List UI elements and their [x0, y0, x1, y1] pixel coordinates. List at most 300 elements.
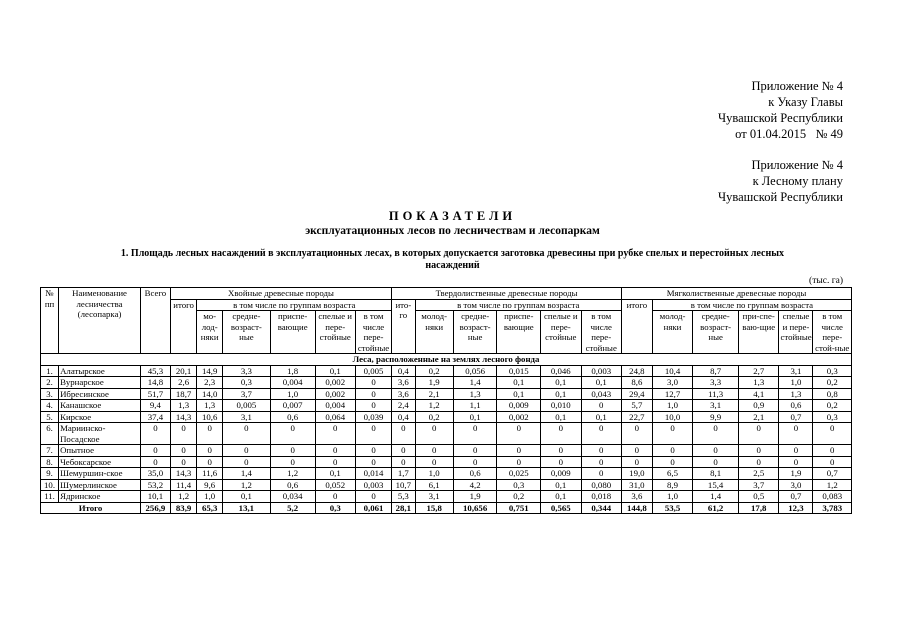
value-cell: 0 — [497, 445, 541, 457]
header-age: мо-лод-няки — [197, 311, 223, 354]
value-cell: 8,1 — [693, 468, 739, 480]
value-cell: 0,751 — [497, 502, 541, 514]
value-cell: 0,6 — [453, 468, 497, 480]
value-cell: 0 — [392, 456, 415, 468]
value-cell: 22,7 — [621, 411, 652, 423]
value-cell: 2,1 — [739, 411, 779, 423]
row-number: 7. — [41, 445, 59, 457]
value-cell: 4,2 — [453, 479, 497, 491]
value-cell: 0,1 — [541, 388, 581, 400]
value-cell: 0,6 — [270, 411, 315, 423]
value-cell: 3,6 — [621, 491, 652, 503]
value-cell: 0 — [222, 423, 270, 445]
value-cell: 0,1 — [541, 377, 581, 389]
table-row — [41, 423, 852, 445]
value-cell: 3,783 — [813, 502, 852, 514]
value-cell: 0 — [652, 423, 692, 445]
value-cell: 0 — [170, 423, 197, 445]
appendix-decree-block — [718, 78, 843, 142]
value-cell: 0 — [141, 456, 171, 468]
value-cell: 1,4 — [453, 377, 497, 389]
value-cell: 5,2 — [270, 502, 315, 514]
value-cell: 1,9 — [415, 377, 453, 389]
total-row — [41, 502, 852, 514]
header-age: средне-возраст-ные — [453, 311, 497, 354]
value-cell: 0,6 — [270, 479, 315, 491]
value-cell: 28,1 — [392, 502, 415, 514]
value-cell: 2,1 — [415, 388, 453, 400]
appendix-line: от 01.04.2015 № 49 — [735, 127, 843, 141]
value-cell: 61,2 — [693, 502, 739, 514]
value-cell: 0 — [581, 468, 621, 480]
value-cell: 14,8 — [141, 377, 171, 389]
value-cell: 14,9 — [197, 365, 223, 377]
value-cell: 53,2 — [141, 479, 171, 491]
value-cell: 6,5 — [652, 468, 692, 480]
forestry-name: Алатырское — [59, 365, 141, 377]
value-cell: 0,014 — [355, 468, 391, 480]
forest-area-table — [40, 287, 852, 514]
value-cell: 1,9 — [779, 468, 813, 480]
value-cell: 14,3 — [170, 411, 197, 423]
document-title: ПОКАЗАТЕЛИ — [388, 209, 517, 223]
value-cell: 0 — [355, 400, 391, 412]
table-row — [41, 479, 852, 491]
value-cell: 0,344 — [581, 502, 621, 514]
value-cell: 1,2 — [813, 479, 852, 491]
value-cell: 0,2 — [415, 411, 453, 423]
forestry-name: Шумерлинское — [59, 479, 141, 491]
value-cell: 0 — [170, 456, 197, 468]
value-cell: 14,3 — [170, 468, 197, 480]
value-cell: 0,1 — [541, 491, 581, 503]
value-cell: 0,034 — [270, 491, 315, 503]
value-cell: 0 — [621, 423, 652, 445]
units-label: (тыс. га) — [809, 276, 843, 286]
header-age: при-спе-ваю-щие — [739, 311, 779, 354]
forestry-name: Ибресинское — [59, 388, 141, 400]
value-cell: 1,0 — [779, 377, 813, 389]
table-row — [41, 491, 852, 503]
value-cell: 0,039 — [355, 411, 391, 423]
appendix-line: Чувашской Республики — [717, 190, 843, 204]
value-cell: 5,3 — [392, 491, 415, 503]
value-cell: 3,1 — [693, 400, 739, 412]
value-cell: 0,7 — [779, 411, 813, 423]
value-cell: 3,1 — [415, 491, 453, 503]
value-cell: 0,1 — [541, 479, 581, 491]
value-cell: 20,1 — [170, 365, 197, 377]
forestry-name: Канашское — [59, 400, 141, 412]
value-cell: 0 — [739, 423, 779, 445]
value-cell: 0 — [739, 445, 779, 457]
value-cell: 45,3 — [141, 365, 171, 377]
table-row — [41, 468, 852, 480]
value-cell: 0 — [652, 456, 692, 468]
value-cell: 0,061 — [355, 502, 391, 514]
value-cell: 35,0 — [141, 468, 171, 480]
value-cell: 0,043 — [581, 388, 621, 400]
value-cell: 0,1 — [315, 468, 355, 480]
value-cell: 0,1 — [541, 411, 581, 423]
value-cell: 13,1 — [222, 502, 270, 514]
value-cell: 0 — [222, 445, 270, 457]
value-cell: 1,4 — [222, 468, 270, 480]
value-cell: 0 — [355, 491, 391, 503]
header-age: молод-няки — [415, 311, 453, 354]
value-cell: 144,8 — [621, 502, 652, 514]
header-age: в том числе пере-стой-ные — [813, 311, 852, 354]
value-cell: 0 — [415, 456, 453, 468]
value-cell: 0,1 — [315, 365, 355, 377]
header-by-age: в том числе по группам возраста — [652, 299, 851, 311]
header-age: спелые и пере-стойные — [315, 311, 355, 354]
value-cell: 0 — [315, 491, 355, 503]
value-cell: 0,7 — [813, 468, 852, 480]
value-cell: 0,1 — [497, 388, 541, 400]
value-cell: 1,0 — [652, 491, 692, 503]
value-cell: 0,9 — [739, 400, 779, 412]
value-cell: 11,6 — [197, 468, 223, 480]
value-cell: 0,1 — [222, 491, 270, 503]
appendix-plan-block — [718, 157, 843, 205]
value-cell: 1,3 — [197, 400, 223, 412]
value-cell: 0,010 — [541, 400, 581, 412]
row-number: 8. — [41, 456, 59, 468]
value-cell: 0,046 — [541, 365, 581, 377]
value-cell: 10,656 — [453, 502, 497, 514]
value-cell: 2,4 — [392, 400, 415, 412]
value-cell: 0 — [270, 456, 315, 468]
value-cell: 0,2 — [813, 377, 852, 389]
value-cell: 9,9 — [693, 411, 739, 423]
table-row — [41, 365, 852, 377]
value-cell: 0 — [453, 423, 497, 445]
value-cell: 0 — [315, 445, 355, 457]
value-cell: 0 — [813, 445, 852, 457]
value-cell: 0,009 — [541, 468, 581, 480]
value-cell: 0 — [141, 423, 171, 445]
value-cell: 0 — [581, 445, 621, 457]
header-total: Всего — [141, 288, 171, 354]
value-cell: 18,7 — [170, 388, 197, 400]
value-cell: 12,7 — [652, 388, 692, 400]
header-coniferous: Хвойные древесные породы — [170, 288, 391, 300]
value-cell: 1,3 — [739, 377, 779, 389]
row-number: 5. — [41, 411, 59, 423]
appendix-line: к Лесному плану — [752, 174, 843, 188]
value-cell: 0 — [197, 423, 223, 445]
value-cell: 10,7 — [392, 479, 415, 491]
value-cell: 0,8 — [813, 388, 852, 400]
header-age: приспе-вающие — [497, 311, 541, 354]
header-age: спелые и пере-стойные — [541, 311, 581, 354]
value-cell: 0,4 — [392, 365, 415, 377]
value-cell: 0 — [581, 456, 621, 468]
value-cell: 10,6 — [197, 411, 223, 423]
value-cell: 0 — [541, 423, 581, 445]
value-cell: 0,056 — [453, 365, 497, 377]
value-cell: 0,1 — [497, 377, 541, 389]
table-row — [41, 400, 852, 412]
value-cell: 0,2 — [497, 491, 541, 503]
value-cell: 3,6 — [392, 388, 415, 400]
value-cell: 0 — [270, 445, 315, 457]
value-cell: 3,3 — [693, 377, 739, 389]
value-cell: 0,3 — [222, 377, 270, 389]
value-cell: 0 — [621, 456, 652, 468]
value-cell: 3,0 — [779, 479, 813, 491]
header-itogo: итого — [621, 299, 652, 354]
value-cell: 0 — [693, 456, 739, 468]
appendix-line: Приложение № 4 — [751, 158, 843, 172]
value-cell: 0,083 — [813, 491, 852, 503]
value-cell: 0,565 — [541, 502, 581, 514]
value-cell: 2,6 — [170, 377, 197, 389]
appendix-line: Приложение № 4 — [751, 79, 843, 93]
value-cell: 0,3 — [813, 365, 852, 377]
value-cell: 0 — [779, 445, 813, 457]
value-cell: 31,0 — [621, 479, 652, 491]
value-cell: 0 — [141, 445, 171, 457]
value-cell: 2,7 — [739, 365, 779, 377]
value-cell: 2,5 — [739, 468, 779, 480]
table-body — [41, 354, 852, 514]
value-cell: 0 — [415, 445, 453, 457]
header-by-age: в том числе по группам возраста — [415, 299, 621, 311]
forestry-name: Опытное — [59, 445, 141, 457]
value-cell: 0 — [453, 445, 497, 457]
value-cell: 1,9 — [453, 491, 497, 503]
value-cell: 3,7 — [739, 479, 779, 491]
value-cell: 0,7 — [779, 491, 813, 503]
row-number: 9. — [41, 468, 59, 480]
value-cell: 0,1 — [453, 411, 497, 423]
value-cell: 0 — [813, 456, 852, 468]
value-cell: 0,007 — [270, 400, 315, 412]
value-cell: 0,1 — [581, 411, 621, 423]
value-cell: 3,6 — [392, 377, 415, 389]
value-cell: 8,7 — [693, 365, 739, 377]
value-cell: 0,080 — [581, 479, 621, 491]
value-cell: 4,1 — [739, 388, 779, 400]
value-cell: 0 — [355, 377, 391, 389]
forestry-name: Чебоксарское — [59, 456, 141, 468]
forestry-name: Шемуршин-ское — [59, 468, 141, 480]
forestry-name: Мариинско-Посадское — [59, 423, 141, 445]
value-cell: 5,7 — [621, 400, 652, 412]
value-cell: 17,8 — [739, 502, 779, 514]
value-cell: 1,2 — [270, 468, 315, 480]
value-cell: 1,3 — [170, 400, 197, 412]
value-cell: 37,4 — [141, 411, 171, 423]
value-cell: 0 — [392, 445, 415, 457]
header-itogo: итого — [170, 299, 197, 354]
value-cell: 9,6 — [197, 479, 223, 491]
value-cell: 0,002 — [497, 411, 541, 423]
value-cell: 1,0 — [652, 400, 692, 412]
value-cell: 0 — [693, 423, 739, 445]
header-number: № пп — [41, 288, 59, 354]
total-label: Итого — [41, 502, 141, 514]
header-by-age: в том числе по группам возраста — [197, 299, 392, 311]
forestry-name: Ядринское — [59, 491, 141, 503]
value-cell: 8,9 — [652, 479, 692, 491]
value-cell: 0 — [170, 445, 197, 457]
header-age: в том числе пере-стойные — [355, 311, 391, 354]
value-cell: 0 — [541, 456, 581, 468]
table-row — [41, 411, 852, 423]
value-cell: 0,003 — [355, 479, 391, 491]
value-cell: 0 — [497, 456, 541, 468]
value-cell: 15,8 — [415, 502, 453, 514]
value-cell: 0,003 — [581, 365, 621, 377]
value-cell: 0 — [779, 456, 813, 468]
value-cell: 1,0 — [415, 468, 453, 480]
value-cell: 0,009 — [497, 400, 541, 412]
value-cell: 0 — [392, 423, 415, 445]
value-cell: 0,2 — [415, 365, 453, 377]
value-cell: 1,3 — [779, 388, 813, 400]
row-number: 3. — [41, 388, 59, 400]
section-title: 1. Площадь лесных насаждений в эксплуатационных лесах, в которых допускается заготовка древесины при рубке спелых и перестойных лесных насаждений — [120, 248, 785, 271]
header-hardwood: Твердолиственные древесные породы — [392, 288, 622, 300]
value-cell: 2,3 — [197, 377, 223, 389]
value-cell: 0,004 — [270, 377, 315, 389]
value-cell: 0,025 — [497, 468, 541, 480]
value-cell: 256,9 — [141, 502, 171, 514]
value-cell: 1,7 — [392, 468, 415, 480]
value-cell: 0,002 — [315, 388, 355, 400]
value-cell: 0,052 — [315, 479, 355, 491]
row-number: 1. — [41, 365, 59, 377]
value-cell: 1,0 — [197, 491, 223, 503]
value-cell: 10,4 — [652, 365, 692, 377]
header-name: Наименование лесничества (лесопарка) — [59, 288, 141, 354]
value-cell: 29,4 — [621, 388, 652, 400]
value-cell: 0 — [453, 456, 497, 468]
value-cell: 15,4 — [693, 479, 739, 491]
value-cell: 0 — [355, 423, 391, 445]
header-age: средне-возраст-ные — [222, 311, 270, 354]
value-cell: 0 — [693, 445, 739, 457]
table-row — [41, 377, 852, 389]
value-cell: 53,5 — [652, 502, 692, 514]
appendix-line: Чувашской Республики — [717, 111, 843, 125]
value-cell: 11,3 — [693, 388, 739, 400]
value-cell: 24,8 — [621, 365, 652, 377]
value-cell: 19,0 — [621, 468, 652, 480]
value-cell: 1,3 — [453, 388, 497, 400]
value-cell: 0,3 — [315, 502, 355, 514]
header-age: средне-возраст-ные — [693, 311, 739, 354]
value-cell: 1,8 — [270, 365, 315, 377]
appendix-line: к Указу Главы — [768, 95, 843, 109]
value-cell: 10,1 — [141, 491, 171, 503]
forestry-name: Вурнарское — [59, 377, 141, 389]
value-cell: 12,3 — [779, 502, 813, 514]
value-cell: 14,0 — [197, 388, 223, 400]
value-cell: 0,064 — [315, 411, 355, 423]
value-cell: 0 — [581, 423, 621, 445]
value-cell: 0 — [222, 456, 270, 468]
table-row — [41, 445, 852, 457]
value-cell: 0,002 — [315, 377, 355, 389]
value-cell: 83,9 — [170, 502, 197, 514]
value-cell: 3,0 — [652, 377, 692, 389]
value-cell: 0,005 — [355, 365, 391, 377]
document-subtitle: эксплуатационных лесов по лесничествам и лесопаркам — [305, 225, 600, 237]
value-cell: 11,4 — [170, 479, 197, 491]
value-cell: 0 — [497, 423, 541, 445]
value-cell: 0,5 — [739, 491, 779, 503]
row-number: 11. — [41, 491, 59, 503]
value-cell: 0 — [739, 456, 779, 468]
value-cell: 8,6 — [621, 377, 652, 389]
row-number: 10. — [41, 479, 59, 491]
forestry-name: Кирское — [59, 411, 141, 423]
value-cell: 0 — [315, 456, 355, 468]
section-row: Леса, расположенные на землях лесного фонда — [41, 354, 852, 366]
value-cell: 1,2 — [222, 479, 270, 491]
value-cell: 0 — [270, 423, 315, 445]
header-age: молод-няки — [652, 311, 692, 354]
value-cell: 6,1 — [415, 479, 453, 491]
value-cell: 0 — [355, 388, 391, 400]
value-cell: 3,1 — [222, 411, 270, 423]
value-cell: 0 — [541, 445, 581, 457]
value-cell: 0,015 — [497, 365, 541, 377]
value-cell: 0,018 — [581, 491, 621, 503]
value-cell: 0 — [415, 423, 453, 445]
header-itogo: ито-го — [392, 299, 415, 354]
value-cell: 0 — [355, 456, 391, 468]
value-cell: 0,3 — [497, 479, 541, 491]
value-cell: 0,3 — [813, 411, 852, 423]
value-cell: 0 — [355, 445, 391, 457]
header-age: в том числе пере-стойные — [581, 311, 621, 354]
value-cell: 51,7 — [141, 388, 171, 400]
header-age: приспе-вающие — [270, 311, 315, 354]
value-cell: 3,1 — [779, 365, 813, 377]
value-cell: 1,4 — [693, 491, 739, 503]
value-cell: 65,3 — [197, 502, 223, 514]
table-row — [41, 456, 852, 468]
value-cell: 3,3 — [222, 365, 270, 377]
value-cell: 0,1 — [581, 377, 621, 389]
value-cell: 0,004 — [315, 400, 355, 412]
value-cell: 0 — [621, 445, 652, 457]
row-number: 6. — [41, 423, 59, 445]
value-cell: 1,1 — [453, 400, 497, 412]
value-cell: 0 — [779, 423, 813, 445]
value-cell: 0 — [197, 445, 223, 457]
value-cell: 0 — [581, 400, 621, 412]
value-cell: 0,005 — [222, 400, 270, 412]
value-cell: 1,2 — [415, 400, 453, 412]
value-cell: 1,0 — [270, 388, 315, 400]
value-cell: 0 — [813, 423, 852, 445]
value-cell: 3,7 — [222, 388, 270, 400]
header-age: спелые и пере-стойные — [779, 311, 813, 354]
value-cell: 0 — [652, 445, 692, 457]
value-cell: 0 — [315, 423, 355, 445]
value-cell: 0,2 — [813, 400, 852, 412]
value-cell: 0 — [197, 456, 223, 468]
value-cell: 0,6 — [779, 400, 813, 412]
value-cell: 10,0 — [652, 411, 692, 423]
value-cell: 0,4 — [392, 411, 415, 423]
